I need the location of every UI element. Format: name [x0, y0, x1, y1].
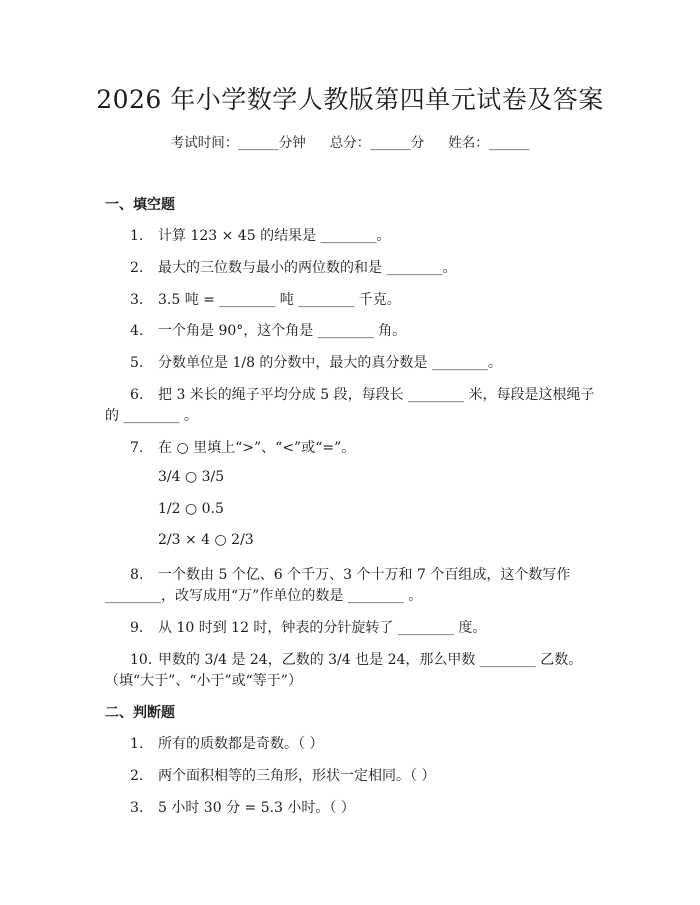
question-1: [130, 225, 610, 245]
judge-question-3: [130, 797, 610, 817]
question-number: 3.: [130, 292, 144, 308]
question-6-continuation: 的 ________ 。: [105, 408, 198, 424]
question-number: 8.: [130, 567, 144, 583]
question-3: [130, 289, 610, 309]
question-number: 4.: [130, 323, 144, 339]
question-5: [130, 352, 610, 372]
page-title: 2026 年小学数学人教版第四单元试卷及答案: [96, 85, 604, 114]
question-text: 一个角是 90°，这个角是 ________ 角。: [158, 323, 407, 339]
question-text: 在 ○ 里填上“>”、“<”或“=”。: [158, 440, 356, 456]
question-number: 2.: [130, 260, 144, 276]
question-10-continuation: （填“大于”、“小于”或“等于”）: [105, 673, 302, 689]
exam-info-line: [0, 131, 700, 151]
question-8-continuation: ________，改写成用“万”作单位的数是 ________ 。: [105, 588, 423, 604]
section-heading-true-false: 二、判断题: [105, 705, 175, 721]
question-number: 5.: [130, 355, 144, 371]
comparison-item-b: 1/2 ○ 0.5: [158, 501, 224, 517]
question-text: 计算 123 × 45 的结果是 ________。: [158, 228, 391, 244]
question-8: [130, 564, 610, 584]
question-number: 9.: [130, 620, 144, 636]
section-heading-fill-blank: 一、填空题: [105, 197, 175, 213]
question-text: 两个面积相等的三角形，形状一定相同。（ ）: [158, 768, 436, 784]
question-number: 1.: [130, 228, 144, 244]
question-text: 一个数由 5 个亿、6 个千万、3 个十万和 7 个百组成，这个数写作: [158, 567, 571, 583]
question-number: 7.: [130, 440, 144, 456]
comparison-item-a: 3/4 ○ 3/5: [158, 469, 225, 485]
name-field: 姓名：______: [448, 135, 530, 151]
question-number: 10.: [130, 652, 153, 668]
total-score-field: 总分：______分: [329, 135, 425, 151]
judge-question-2: [130, 765, 610, 785]
question-text: 从 10 时到 12 时，钟表的分针旋转了 ________ 度。: [158, 620, 487, 636]
question-6: [130, 384, 610, 404]
comparison-item-c: 2/3 × 4 ○ 2/3: [158, 532, 254, 548]
question-9: [130, 617, 610, 637]
question-number: 2.: [130, 768, 144, 784]
question-7: [130, 437, 610, 457]
question-number: 6.: [130, 387, 144, 403]
question-4: [130, 320, 610, 340]
question-number: 1.: [130, 736, 144, 752]
question-text: 5 小时 30 分 = 5.3 小时。（ ）: [158, 800, 355, 816]
question-text: 把 3 米长的绳子平均分成 5 段，每段长 ________ 米，每段是这根绳子: [158, 387, 595, 403]
exam-time-field: 考试时间：______分钟: [170, 135, 306, 151]
question-text: 所有的质数都是奇数。（ ）: [158, 736, 324, 752]
question-number: 3.: [130, 800, 144, 816]
question-text: 甲数的 3/4 是 24，乙数的 3/4 也是 24，那么甲数 ________ 乙数。: [158, 652, 583, 668]
question-10: [130, 649, 610, 669]
question-text: 分数单位是 1/8 的分数中，最大的真分数是 ________。: [158, 355, 502, 371]
judge-question-1: [130, 733, 610, 753]
question-text: 最大的三位数与最小的两位数的和是 ________。: [158, 260, 457, 276]
question-2: [130, 257, 610, 277]
question-text: 3.5 吨 = ________ 吨 ________ 千克。: [158, 292, 401, 308]
